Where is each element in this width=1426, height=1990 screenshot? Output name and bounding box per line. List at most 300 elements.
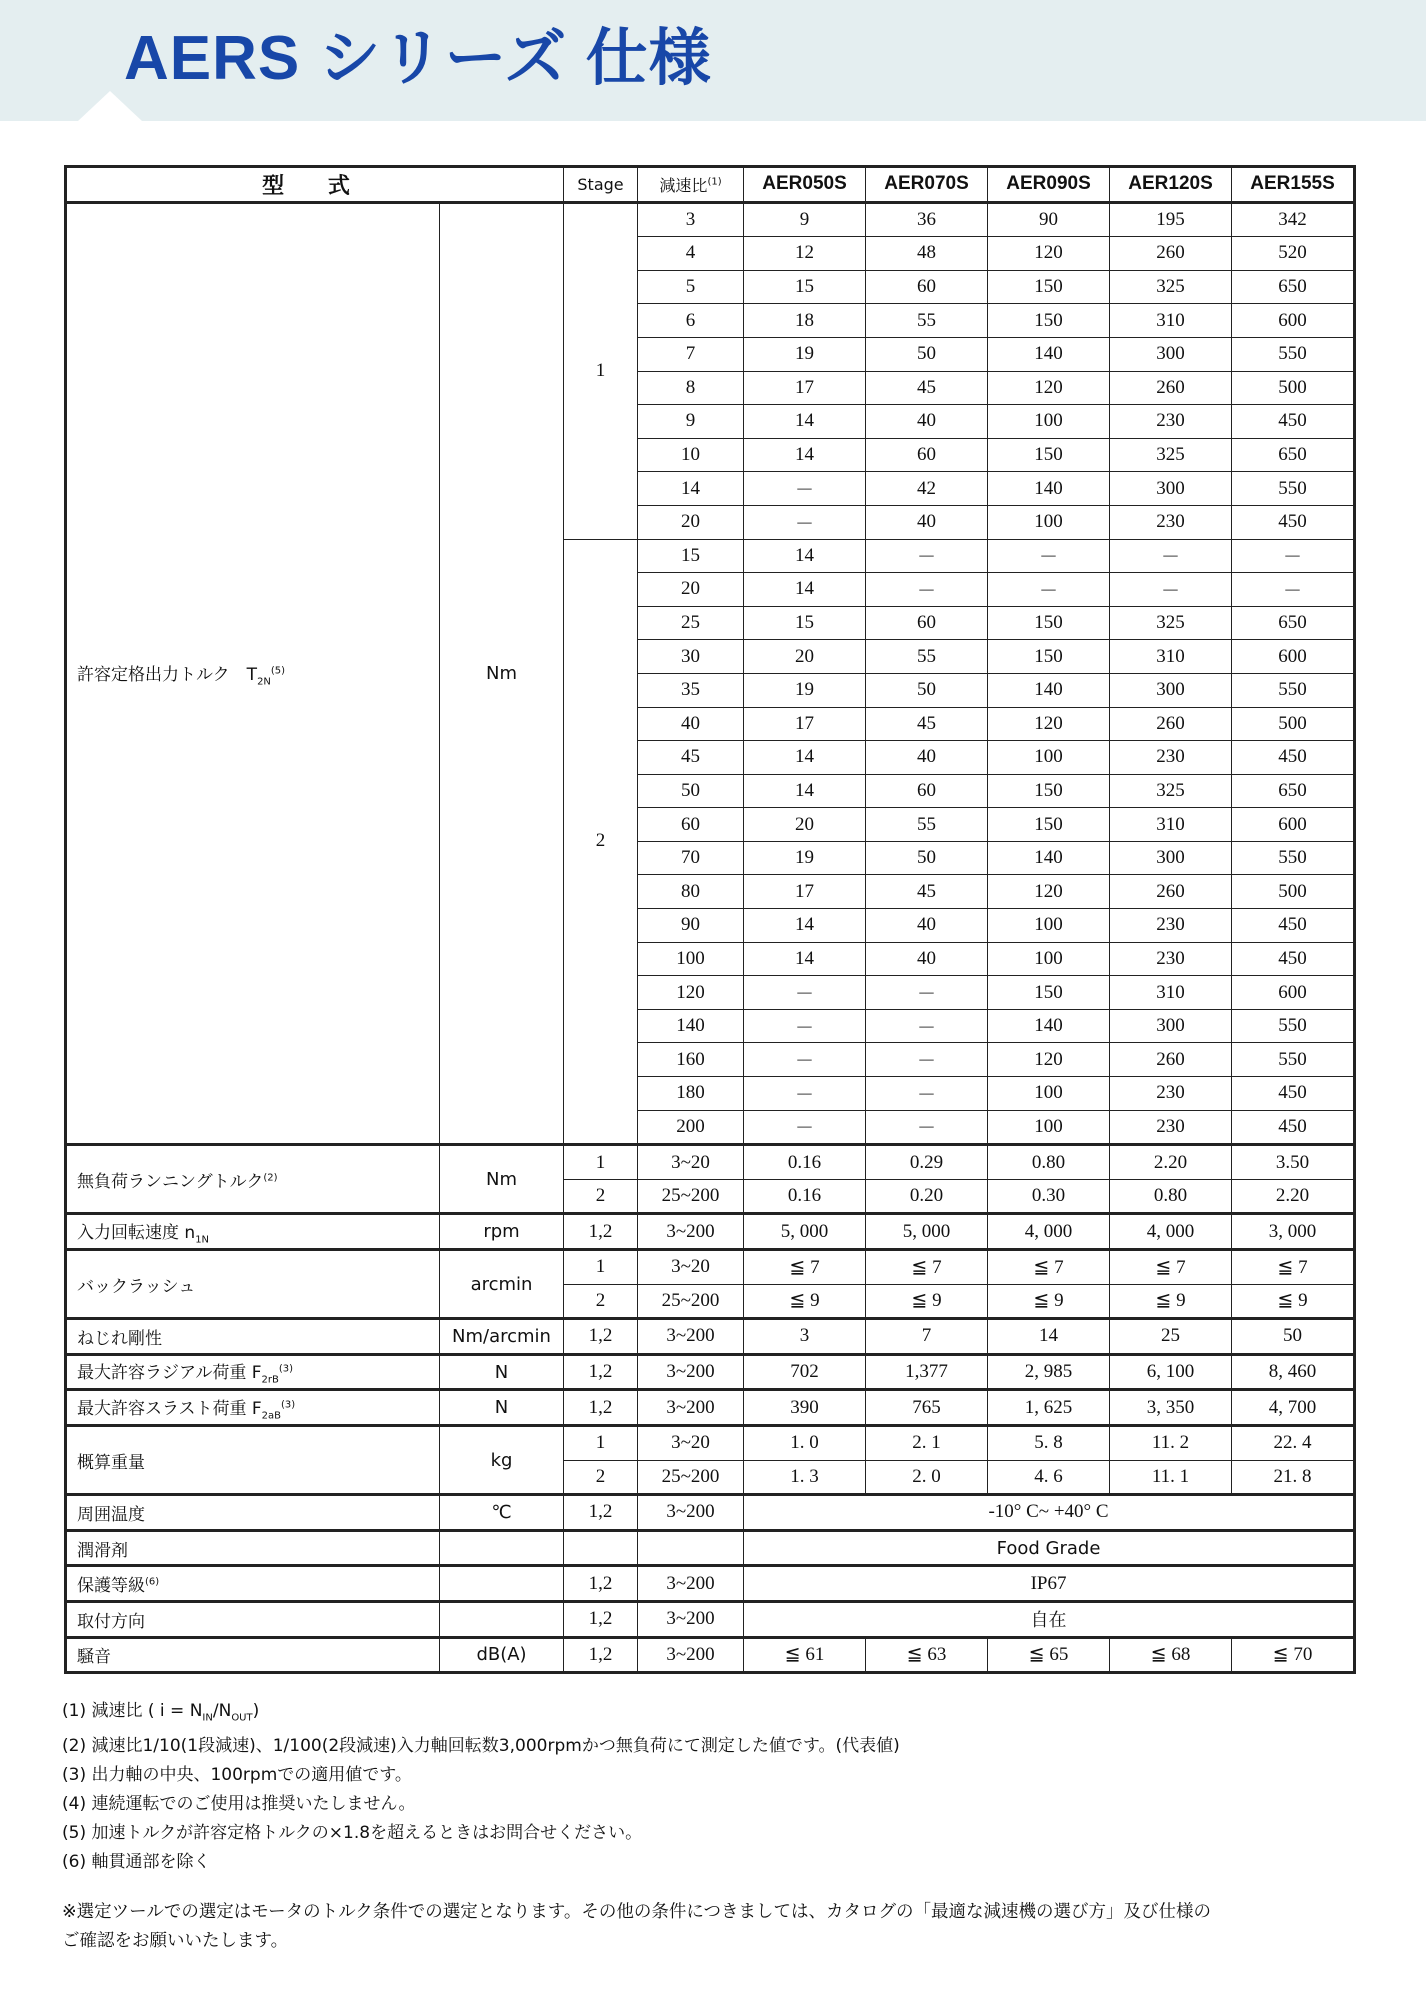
selection-remark — [62, 1898, 1211, 1956]
value-cell: 260 — [1110, 1043, 1232, 1077]
value-cell: 17 — [744, 371, 866, 405]
value-cell: － — [744, 1077, 866, 1111]
value-cell: 100 — [988, 405, 1110, 439]
value-cell: 260 — [1110, 875, 1232, 909]
value-cell: ≦ 65 — [988, 1637, 1110, 1673]
value-cell: 14 — [744, 909, 866, 943]
value-cell: 2.20 — [1110, 1145, 1232, 1180]
value-cell: 500 — [1232, 371, 1355, 405]
value-cell: 2, 985 — [988, 1354, 1110, 1390]
value-cell: 4, 000 — [1110, 1214, 1232, 1250]
value-cell: 120 — [988, 1043, 1110, 1077]
value-cell: － — [866, 1110, 988, 1145]
backlash-unit: arcmin — [440, 1250, 564, 1319]
value-cell: 48 — [866, 237, 988, 271]
value-cell: 120 — [988, 875, 1110, 909]
protection-value: IP67 — [744, 1566, 1355, 1602]
value-cell: － — [744, 976, 866, 1010]
stiffness-unit: Nm/arcmin — [440, 1319, 564, 1355]
ratio-cell: 10 — [638, 438, 744, 472]
value-cell: ≦ 9 — [744, 1284, 866, 1319]
value-cell: ≦ 7 — [744, 1250, 866, 1285]
ratio-cell: 160 — [638, 1043, 744, 1077]
table-row — [66, 1601, 1355, 1637]
value-cell: ≦ 63 — [866, 1637, 988, 1673]
value-cell: 300 — [1110, 472, 1232, 506]
thrust-label: 最大許容スラスト荷重 $F_{2aB}^{(3)}$ — [66, 1390, 440, 1426]
table-row — [66, 202, 1355, 237]
value-cell: 60 — [866, 774, 988, 808]
ratio-cell: 3~200 — [638, 1637, 744, 1673]
ratio-cell: 60 — [638, 808, 744, 842]
torque-unit: Nm — [440, 202, 564, 1145]
value-cell: 150 — [988, 606, 1110, 640]
value-cell: 100 — [988, 1077, 1110, 1111]
value-cell: 150 — [988, 270, 1110, 304]
page-title: AERS シリーズ 仕様 — [124, 24, 712, 93]
value-cell: 600 — [1232, 976, 1355, 1010]
value-cell: － — [1110, 539, 1232, 573]
value-cell: 14 — [988, 1319, 1110, 1355]
table-row — [66, 1390, 1355, 1426]
header-model-4: AER120S — [1110, 167, 1232, 203]
header-model: 型 式 — [66, 167, 564, 203]
ratio-cell: 200 — [638, 1110, 744, 1145]
value-cell: 3 — [744, 1319, 866, 1355]
ratio-cell: 30 — [638, 640, 744, 674]
footnote-6: (6) 軸貫通部を除く — [62, 1852, 211, 1873]
value-cell: 0.16 — [744, 1145, 866, 1180]
table-row — [66, 1145, 1355, 1180]
ratio-cell: 100 — [638, 942, 744, 976]
value-cell: 650 — [1232, 774, 1355, 808]
empty-cell — [440, 1530, 564, 1566]
input_speed-label: 入力回転速度 $n_{1N}$ — [66, 1214, 440, 1250]
value-cell: 5, 000 — [744, 1214, 866, 1250]
value-cell: 3.50 — [1232, 1145, 1355, 1180]
value-cell: 310 — [1110, 640, 1232, 674]
ratio-cell: 9 — [638, 405, 744, 439]
empty-cell — [564, 1530, 638, 1566]
value-cell: 55 — [866, 640, 988, 674]
value-cell: 0.80 — [1110, 1179, 1232, 1214]
value-cell: 22. 4 — [1232, 1425, 1355, 1460]
value-cell: 11. 2 — [1110, 1425, 1232, 1460]
stage-cell: 1 — [564, 1145, 638, 1180]
stage-cell: 1,2 — [564, 1214, 638, 1250]
value-cell: 9 — [744, 202, 866, 237]
no_load-unit: Nm — [440, 1145, 564, 1214]
ratio-cell: 3~200 — [638, 1601, 744, 1637]
footnote-3: (3) 出力軸の中央、100rpmでの適用値です。 — [62, 1765, 412, 1786]
value-cell: 45 — [866, 371, 988, 405]
ratio-cell: 80 — [638, 875, 744, 909]
value-cell: 90 — [988, 202, 1110, 237]
value-cell: 25 — [1110, 1319, 1232, 1355]
value-cell: 140 — [988, 673, 1110, 707]
value-cell: 300 — [1110, 337, 1232, 371]
ratio-cell: 3~200 — [638, 1214, 744, 1250]
value-cell: 600 — [1232, 808, 1355, 842]
value-cell: 325 — [1110, 606, 1232, 640]
value-cell: 600 — [1232, 640, 1355, 674]
value-cell: 0.16 — [744, 1179, 866, 1214]
value-cell: 5, 000 — [866, 1214, 988, 1250]
input_speed-unit: rpm — [440, 1214, 564, 1250]
remark-line-1: ※選定ツールでの選定はモータのトルク条件での選定となります。その他の条件につきましては、カタログの「最適な減速機の選び方」及び仕様の — [62, 1902, 1212, 1922]
value-cell: 600 — [1232, 304, 1355, 338]
ratio-cell: 20 — [638, 505, 744, 539]
value-cell: 42 — [866, 472, 988, 506]
stage-cell: 2 — [564, 1460, 638, 1495]
value-cell: 6, 100 — [1110, 1354, 1232, 1390]
value-cell: 14 — [744, 405, 866, 439]
value-cell: ≦ 70 — [1232, 1637, 1355, 1673]
value-cell: 45 — [866, 707, 988, 741]
value-cell: 19 — [744, 337, 866, 371]
value-cell: 50 — [1232, 1319, 1355, 1355]
value-cell: 0.20 — [866, 1179, 988, 1214]
weight-unit: kg — [440, 1425, 564, 1494]
value-cell: 390 — [744, 1390, 866, 1426]
footnote-1: (1) 減速比 ( $i = N_{IN}/N_{OUT}$) — [62, 1701, 260, 1724]
ratio-cell: 3~200 — [638, 1566, 744, 1602]
temperature-label: 周囲温度 — [66, 1495, 440, 1531]
thrust-unit: N — [440, 1390, 564, 1426]
temperature-value: -10° C~ +40° C — [744, 1495, 1355, 1531]
stage-cell: 1,2 — [564, 1354, 638, 1390]
footnote-5: (5) 加速トルクが許容定格トルクの×1.8を超えるときはお問合せください。 — [62, 1823, 643, 1844]
value-cell: 20 — [744, 640, 866, 674]
value-cell: 450 — [1232, 505, 1355, 539]
ratio-cell: 20 — [638, 573, 744, 607]
lubricant-value: Food Grade — [744, 1530, 1355, 1566]
value-cell: － — [866, 573, 988, 607]
ratio-cell: 25~200 — [638, 1284, 744, 1319]
header-stage: Stage — [564, 167, 638, 203]
ratio-cell: 3~200 — [638, 1354, 744, 1390]
value-cell: 40 — [866, 405, 988, 439]
value-cell: － — [866, 539, 988, 573]
ratio-cell: 3~200 — [638, 1390, 744, 1426]
temperature-unit: ℃ — [440, 1495, 564, 1531]
value-cell: 14 — [744, 774, 866, 808]
value-cell: 140 — [988, 1009, 1110, 1043]
value-cell: 325 — [1110, 774, 1232, 808]
ratio-cell: 25~200 — [638, 1460, 744, 1495]
value-cell: 230 — [1110, 942, 1232, 976]
value-cell: 550 — [1232, 1043, 1355, 1077]
value-cell: 60 — [866, 606, 988, 640]
table-row — [66, 1495, 1355, 1531]
ratio-cell: 35 — [638, 673, 744, 707]
value-cell: 450 — [1232, 909, 1355, 943]
table-header-row — [66, 167, 1355, 203]
table-row — [66, 1354, 1355, 1390]
value-cell: 150 — [988, 304, 1110, 338]
value-cell: ≦ 7 — [1232, 1250, 1355, 1285]
value-cell: 1. 0 — [744, 1425, 866, 1460]
value-cell: ≦ 9 — [1232, 1284, 1355, 1319]
value-cell: 12 — [744, 237, 866, 271]
value-cell: 150 — [988, 640, 1110, 674]
value-cell: 45 — [866, 875, 988, 909]
value-cell: 14 — [744, 942, 866, 976]
value-cell: 150 — [988, 976, 1110, 1010]
ratio-cell: 15 — [638, 539, 744, 573]
table-row — [66, 1250, 1355, 1285]
value-cell: 140 — [988, 472, 1110, 506]
value-cell: 300 — [1110, 1009, 1232, 1043]
value-cell: － — [866, 1009, 988, 1043]
value-cell: 150 — [988, 808, 1110, 842]
value-cell: 50 — [866, 337, 988, 371]
value-cell: 342 — [1232, 202, 1355, 237]
value-cell: ≦ 61 — [744, 1637, 866, 1673]
value-cell: 520 — [1232, 237, 1355, 271]
value-cell: 260 — [1110, 707, 1232, 741]
value-cell: 702 — [744, 1354, 866, 1390]
value-cell: 4, 700 — [1232, 1390, 1355, 1426]
mounting-label: 取付方向 — [66, 1601, 440, 1637]
ratio-cell: 3~200 — [638, 1319, 744, 1355]
value-cell: 260 — [1110, 237, 1232, 271]
value-cell: 650 — [1232, 270, 1355, 304]
value-cell: － — [1232, 573, 1355, 607]
noise-unit: dB(A) — [440, 1637, 564, 1673]
header-model-3: AER090S — [988, 167, 1110, 203]
stage-cell: 1,2 — [564, 1495, 638, 1531]
ratio-cell: 3~200 — [638, 1495, 744, 1531]
ratio-cell: 140 — [638, 1009, 744, 1043]
ratio-cell: 90 — [638, 909, 744, 943]
value-cell: ≦ 7 — [866, 1250, 988, 1285]
ratio-cell: 40 — [638, 707, 744, 741]
stage-cell: 1 — [564, 202, 638, 539]
value-cell: 310 — [1110, 976, 1232, 1010]
value-cell: － — [866, 1077, 988, 1111]
value-cell: 100 — [988, 741, 1110, 775]
backlash-label: バックラッシュ — [66, 1250, 440, 1319]
stage-cell: 1,2 — [564, 1637, 638, 1673]
spec-table-body — [66, 167, 1355, 1673]
header-model-5: AER155S — [1232, 167, 1355, 203]
value-cell: 1,377 — [866, 1354, 988, 1390]
value-cell: 11. 1 — [1110, 1460, 1232, 1495]
value-cell: 0.29 — [866, 1145, 988, 1180]
ratio-cell: 8 — [638, 371, 744, 405]
value-cell: 650 — [1232, 438, 1355, 472]
value-cell: 15 — [744, 606, 866, 640]
value-cell: － — [744, 472, 866, 506]
value-cell: 5. 8 — [988, 1425, 1110, 1460]
value-cell: 450 — [1232, 942, 1355, 976]
value-cell: 260 — [1110, 371, 1232, 405]
value-cell: 450 — [1232, 741, 1355, 775]
value-cell: 2.20 — [1232, 1179, 1355, 1214]
value-cell: 120 — [988, 371, 1110, 405]
stage-cell: 2 — [564, 539, 638, 1145]
value-cell: 765 — [866, 1390, 988, 1426]
value-cell: 450 — [1232, 1110, 1355, 1145]
lubricant-label: 潤滑剤 — [66, 1530, 440, 1566]
ratio-cell: 6 — [638, 304, 744, 338]
value-cell: 19 — [744, 673, 866, 707]
value-cell: ≦ 9 — [988, 1284, 1110, 1319]
stage-cell: 1,2 — [564, 1319, 638, 1355]
value-cell: 8, 460 — [1232, 1354, 1355, 1390]
table-row — [66, 1637, 1355, 1673]
header-ratio: 減速比$^{(1)}$ — [638, 167, 744, 203]
ratio-cell: 3~20 — [638, 1250, 744, 1285]
ratio-cell: 4 — [638, 237, 744, 271]
value-cell: 17 — [744, 707, 866, 741]
ratio-cell: 14 — [638, 472, 744, 506]
value-cell: － — [744, 1009, 866, 1043]
ratio-cell: 5 — [638, 270, 744, 304]
value-cell: 0.80 — [988, 1145, 1110, 1180]
radial-label: 最大許容ラジアル荷重 $F_{2rB}^{(3)}$ — [66, 1354, 440, 1390]
value-cell: ≦ 7 — [988, 1250, 1110, 1285]
value-cell: 230 — [1110, 1077, 1232, 1111]
ratio-cell: 180 — [638, 1077, 744, 1111]
header-model-2: AER070S — [866, 167, 988, 203]
value-cell: 300 — [1110, 673, 1232, 707]
value-cell: 310 — [1110, 304, 1232, 338]
value-cell: 60 — [866, 270, 988, 304]
value-cell: 230 — [1110, 741, 1232, 775]
value-cell: 550 — [1232, 673, 1355, 707]
value-cell: 550 — [1232, 841, 1355, 875]
value-cell: － — [1232, 539, 1355, 573]
value-cell: 15 — [744, 270, 866, 304]
value-cell: 310 — [1110, 808, 1232, 842]
stiffness-label: ねじれ剛性 — [66, 1319, 440, 1355]
value-cell: 50 — [866, 673, 988, 707]
value-cell: 120 — [988, 237, 1110, 271]
radial-unit: N — [440, 1354, 564, 1390]
value-cell: 60 — [866, 438, 988, 472]
ratio-cell: 3 — [638, 202, 744, 237]
value-cell: 40 — [866, 909, 988, 943]
value-cell: ≦ 68 — [1110, 1637, 1232, 1673]
ratio-cell: 3~20 — [638, 1425, 744, 1460]
value-cell: 0.30 — [988, 1179, 1110, 1214]
value-cell: 100 — [988, 942, 1110, 976]
value-cell: 325 — [1110, 270, 1232, 304]
value-cell: 50 — [866, 841, 988, 875]
value-cell: 195 — [1110, 202, 1232, 237]
mounting-value: 自在 — [744, 1601, 1355, 1637]
value-cell: 4, 000 — [988, 1214, 1110, 1250]
value-cell: 140 — [988, 337, 1110, 371]
ratio-cell: 3~20 — [638, 1145, 744, 1180]
ratio-cell: 25~200 — [638, 1179, 744, 1214]
ratio-cell: 7 — [638, 337, 744, 371]
table-row — [66, 1566, 1355, 1602]
stage-cell: 2 — [564, 1284, 638, 1319]
table-row — [66, 1425, 1355, 1460]
value-cell: － — [1110, 573, 1232, 607]
value-cell: 230 — [1110, 1110, 1232, 1145]
stage-cell: 1 — [564, 1425, 638, 1460]
torque-label: 許容定格出力トルク $T_{2N}^{(5)}$ — [66, 202, 440, 1145]
value-cell: 55 — [866, 808, 988, 842]
ratio-cell: 25 — [638, 606, 744, 640]
table-row — [66, 1319, 1355, 1355]
stage-cell: 1 — [564, 1250, 638, 1285]
value-cell: 1. 3 — [744, 1460, 866, 1495]
empty-cell — [440, 1601, 564, 1637]
spec-table — [64, 165, 1356, 1674]
footnote-4: (4) 連続運転でのご使用は推奨いたしません。 — [62, 1794, 416, 1815]
stage-cell: 1,2 — [564, 1566, 638, 1602]
remark-line-2: ご確認をお願いいたします。 — [62, 1931, 289, 1951]
value-cell: ≦ 9 — [866, 1284, 988, 1319]
protection-label: 保護等級$^{(6)}$ — [66, 1566, 440, 1602]
value-cell: 150 — [988, 438, 1110, 472]
value-cell: 550 — [1232, 472, 1355, 506]
stage-cell: 1,2 — [564, 1390, 638, 1426]
value-cell: － — [988, 539, 1110, 573]
value-cell: 4. 6 — [988, 1460, 1110, 1495]
value-cell: 500 — [1232, 875, 1355, 909]
value-cell: 2. 0 — [866, 1460, 988, 1495]
value-cell: 1, 625 — [988, 1390, 1110, 1426]
value-cell: 2. 1 — [866, 1425, 988, 1460]
value-cell: ≦ 7 — [1110, 1250, 1232, 1285]
noise-label: 騒音 — [66, 1637, 440, 1673]
value-cell: 140 — [988, 841, 1110, 875]
value-cell: 100 — [988, 1110, 1110, 1145]
value-cell: 325 — [1110, 438, 1232, 472]
weight-label: 概算重量 — [66, 1425, 440, 1494]
value-cell: 500 — [1232, 707, 1355, 741]
value-cell: 100 — [988, 909, 1110, 943]
ratio-cell: 120 — [638, 976, 744, 1010]
value-cell: － — [988, 573, 1110, 607]
value-cell: 14 — [744, 573, 866, 607]
header-model-1: AER050S — [744, 167, 866, 203]
ratio-cell: 50 — [638, 774, 744, 808]
value-cell: 19 — [744, 841, 866, 875]
value-cell: 14 — [744, 539, 866, 573]
value-cell: 3, 350 — [1110, 1390, 1232, 1426]
value-cell: 14 — [744, 741, 866, 775]
value-cell: － — [866, 976, 988, 1010]
empty-cell — [638, 1530, 744, 1566]
value-cell: 17 — [744, 875, 866, 909]
value-cell: 55 — [866, 304, 988, 338]
stage-cell: 1,2 — [564, 1601, 638, 1637]
value-cell: ≦ 9 — [1110, 1284, 1232, 1319]
value-cell: 450 — [1232, 1077, 1355, 1111]
value-cell: 230 — [1110, 909, 1232, 943]
ratio-cell: 70 — [638, 841, 744, 875]
value-cell: 300 — [1110, 841, 1232, 875]
no_load-label: 無負荷ランニングトルク$^{(2)}$ — [66, 1145, 440, 1214]
value-cell: 3, 000 — [1232, 1214, 1355, 1250]
footnotes — [62, 1697, 900, 1877]
value-cell: － — [866, 1043, 988, 1077]
ratio-cell: 45 — [638, 741, 744, 775]
stage-cell: 2 — [564, 1179, 638, 1214]
table-row — [66, 1214, 1355, 1250]
value-cell: 450 — [1232, 405, 1355, 439]
value-cell: 550 — [1232, 1009, 1355, 1043]
value-cell: 20 — [744, 808, 866, 842]
value-cell: 21. 8 — [1232, 1460, 1355, 1495]
